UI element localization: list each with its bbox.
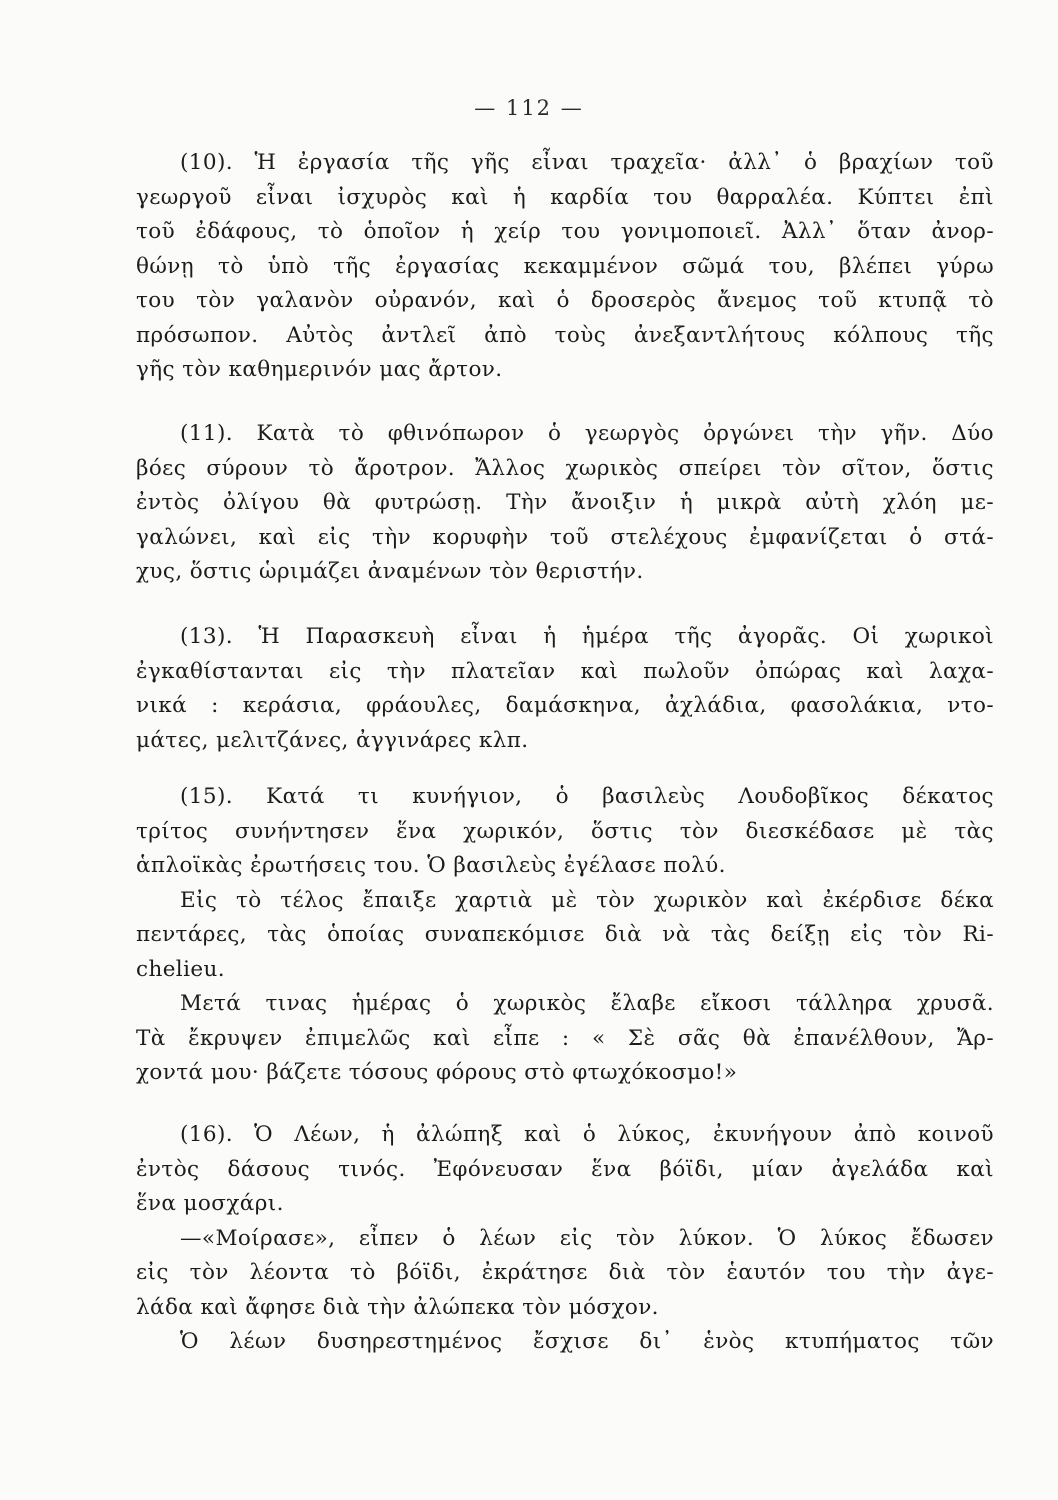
text-line: Μετά τινας ἡμέρας ὁ χωρικὸς ἔλαβε εἴκοσι τάλληρα χρυσᾶ. [180, 991, 994, 1016]
paragraph-16 [136, 1118, 994, 1360]
text-line: εἰς τὸν λέοντα τὸ βόϊδι, ἐκράτησε διὰ τὸν ἑαυτόν του τὴν ἀγε- [136, 1260, 994, 1285]
text-line: chelieu. [136, 956, 225, 982]
text-line: —«Μοίρασε», εἶπεν ὁ λέων εἰς τὸν λύκον. Ὁ λύκος ἔδωσεν [180, 1225, 994, 1251]
text-line: (11). Κατὰ τὸ φθινόπωρον ὁ γεωργὸς ὀργώνει τὴν γῆν. Δύο [180, 421, 994, 446]
text-line: ἕνα μοσχάρι. [136, 1191, 284, 1216]
text-line: τοῦ ἐδάφους, τὸ ὁποῖον ἡ χείρ του γονιμοποιεῖ. Ἀλλ᾽ ὅταν ἀνορ- [136, 219, 994, 244]
text-line: Εἰς τὸ τέλος ἔπαιξε χαρτιὰ μὲ τὸν χωρικὸν καὶ ἐκέρδισε δέκα [180, 887, 994, 913]
text-line: (15). Κατά τι κυνήγιον, ὁ βασιλεὺς Λουδοβῖκος δέκατος [180, 784, 994, 809]
text-line: νικά : κεράσια, φράουλες, δαμάσκηνα, ἀχλάδια, φασολάκια, ντο- [136, 693, 994, 718]
paragraph-15 [136, 780, 994, 1091]
text-line: ἐγκαθίστανται εἰς τὴν πλατεῖαν καὶ πωλοῦν ὀπώρας καὶ λαχα- [136, 658, 994, 684]
text-line: ἐντὸς δάσους τινός. Ἐφόνευσαν ἕνα βόϊδι, μίαν ἀγελάδα καὶ [136, 1156, 994, 1182]
text-line: τρίτος συνήντησεν ἕνα χωρικόν, ὅστις τὸν διεσκέδασε μὲ τὰς [136, 818, 994, 844]
text-line: λάδα καὶ ἄφησε διὰ τὴν ἀλώπεκα τὸν μόσχον. [136, 1294, 659, 1320]
paragraph-10 [136, 146, 994, 388]
text-line: μάτες, μελιτζάνες, ἀγγινάρες κλπ. [136, 727, 529, 753]
text-line: (10). Ἡ ἐργασία τῆς γῆς εἶναι τραχεῖα· ἀλλ᾽ ὁ βραχίων τοῦ [180, 150, 994, 175]
paragraph-11 [136, 417, 994, 590]
text-line: πεντάρες, τὰς ὁποίας συναπεκόμισε διὰ νὰ τὰς δείξῃ εἰς τὸν Ri- [136, 922, 994, 947]
text-line: γαλώνει, καὶ εἰς τὴν κορυφὴν τοῦ στελέχους ἐμφανίζεται ὁ στά- [136, 524, 994, 550]
text-line: ἁπλοϊκὰς ἐρωτήσεις του. Ὁ βασιλεὺς ἐγέλασε πολύ. [136, 853, 726, 878]
text-line: (13). Ἡ Παρασκευὴ εἶναι ἡ ἡμέρα τῆς ἀγορᾶς. Οἱ χωρικοὶ [180, 624, 994, 649]
text-line: Ὁ λέων δυσηρεστημένος ἔσχισε δι᾽ ἑνὸς κτυπήματος τῶν [180, 1329, 994, 1354]
text-line: Τὰ ἔκρυψεν ἐπιμελῶς καὶ εἶπε : « Σὲ σᾶς θὰ ἐπανέλθουν, Ἄρ- [136, 1025, 994, 1051]
page-number: — 112 — [474, 96, 584, 120]
text-line: θώνῃ τὸ ὑπὸ τῆς ἐργασίας κεκαμμένον σῶμά του, βλέπει γύρω [136, 253, 994, 279]
text-line: γεωργοῦ εἶναι ἰσχυρὸς καὶ ἡ καρδία του θαρραλέα. Κύπτει ἐπὶ [136, 184, 994, 210]
text-line: χυς, ὅστις ὡριμάζει ἀναμένων τὸν θεριστήν. [136, 559, 644, 584]
text-line: βόες σύρουν τὸ ἄροτρον. Ἄλλος χωρικὸς σπείρει τὸν σῖτον, ὅστις [136, 455, 994, 481]
text-line: ἐντὸς ὀλίγου θὰ φυτρώσῃ. Τὴν ἄνοιξιν ἡ μικρὰ αὐτὴ χλόη με- [136, 490, 994, 515]
text-line: χοντά μου· βάζετε τόσους φόρους στὸ φτωχόκοσμο!» [136, 1060, 738, 1085]
paragraph-13 [136, 620, 994, 758]
text-line: του τὸν γαλανὸν οὐρανόν, καὶ ὁ δροσερὸς ἄνεμος τοῦ κτυπᾷ τὸ [136, 288, 994, 313]
text-line: γῆς τὸν καθημερινόν μας ἄρτον. [136, 357, 503, 382]
text-line: (16). Ὁ Λέων, ἡ ἀλώπηξ καὶ ὁ λύκος, ἐκυνήγουν ἀπὸ κοινοῦ [180, 1122, 994, 1147]
text-line: πρόσωπον. Αὐτὸς ἀντλεῖ ἀπὸ τοὺς ἀνεξαντλήτους κόλπους τῆς [136, 322, 994, 348]
